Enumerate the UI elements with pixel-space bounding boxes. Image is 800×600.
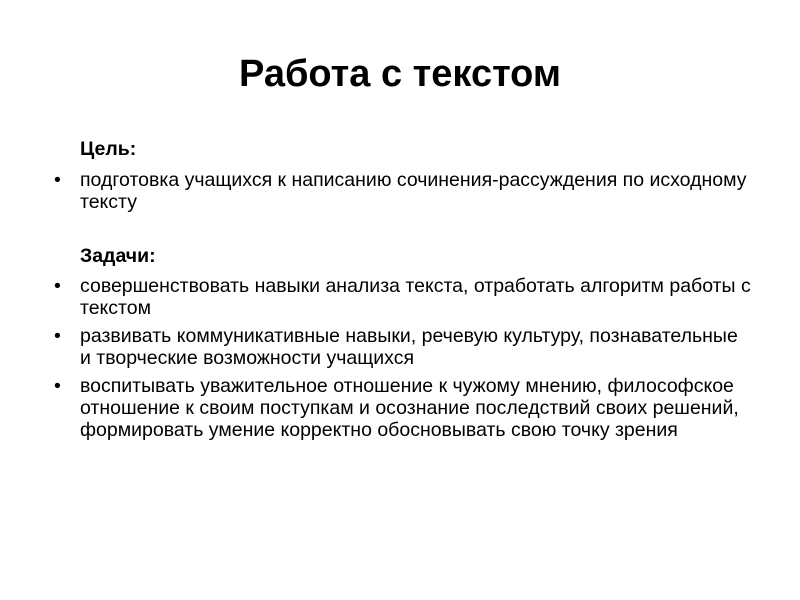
goal-item: • подготовка учащихся к написанию сочинения-рассуждения по исходному тексту xyxy=(54,169,754,213)
tasks-heading: Задачи: xyxy=(80,245,156,267)
task-item: • совершенствовать навыки анализа текста, отработать алгоритм работы с текстом xyxy=(54,275,754,319)
slide-content xyxy=(54,138,754,447)
task-item: • воспитывать уважительное отношение к чужому мнению, философское отношение к своим поступкам и осознание последствий своих решений, формировать умение корректно обосновывать свою точку зрения xyxy=(54,375,754,441)
goal-heading: Цель: xyxy=(80,138,137,160)
task-item: • развивать коммуникативные навыки, речевую культуру, познавательные и творческие возможности учащихся xyxy=(54,325,754,369)
slide-title: Работа с текстом xyxy=(238,53,562,95)
